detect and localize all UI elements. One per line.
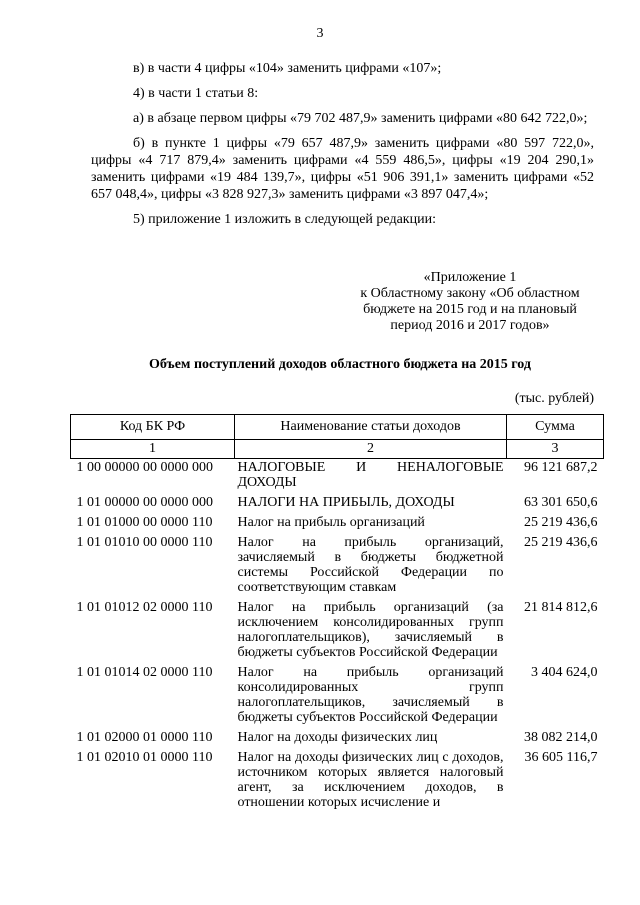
table-row — [71, 729, 604, 749]
paragraph: в) в части 4 цифры «104» заменить цифрами «107»; — [133, 61, 442, 76]
table-row — [71, 664, 604, 729]
row-amount: 21 814 812,6 — [524, 600, 598, 615]
row-name: Налог на прибыль организаций, зачисляемый в бюджеты бюджетной системы Российской Федерации по соответствующим ставкам — [237, 535, 504, 595]
row-code: 1 01 01000 00 0000 110 — [76, 515, 213, 530]
row-amount: 63 301 650,6 — [524, 495, 598, 510]
header-code: Код БК РФ — [71, 415, 235, 440]
amendment-text — [91, 60, 594, 228]
paragraph: 5) приложение 1 изложить в следующей редакции: — [133, 212, 436, 227]
appendix-line: бюджете на 2015 год и на плановый — [363, 302, 577, 317]
table-title: Объем поступлений доходов областного бюджета на 2015 год — [149, 357, 531, 372]
row-name: Налог на доходы физических лиц с доходов, источником которых является налоговый агент, за исключением доходов, в отношении которых исчисление и — [237, 750, 504, 810]
row-code: 1 01 00000 00 0000 000 — [76, 495, 213, 510]
row-name: НАЛОГИ НА ПРИБЫЛЬ, ДОХОДЫ — [237, 495, 455, 510]
table-column-number-row — [71, 440, 604, 459]
appendix-line: «Приложение 1 — [423, 270, 517, 285]
row-amount: 25 219 436,6 — [524, 535, 598, 550]
row-code: 1 00 00000 00 0000 000 — [76, 460, 213, 475]
row-code: 1 01 01014 02 0000 110 — [76, 665, 213, 680]
table-row — [71, 749, 604, 814]
appendix-heading — [340, 270, 600, 334]
row-code: 1 01 02010 01 0000 110 — [76, 750, 213, 765]
table-row — [71, 514, 604, 534]
column-number: 1 — [71, 440, 235, 459]
page-number: 3 — [316, 26, 324, 41]
table-row — [71, 534, 604, 599]
row-amount: 3 404 624,0 — [531, 665, 598, 680]
table-row — [71, 494, 604, 514]
row-name: Налог на доходы физических лиц — [237, 730, 438, 745]
row-name: Налог на прибыль организаций — [237, 515, 425, 530]
paragraph: а) в абзаце первом цифры «79 702 487,9» заменить цифрами «80 642 722,0»; — [133, 111, 588, 126]
revenue-table — [70, 414, 604, 814]
header-name: Наименование статьи доходов — [235, 415, 507, 440]
appendix-line: к Областному закону «Об областном — [360, 286, 580, 301]
row-code: 1 01 02000 01 0000 110 — [76, 730, 213, 745]
row-amount: 96 121 687,2 — [524, 460, 598, 475]
row-name: Налог на прибыль организаций консолидированных групп налогоплательщиков, зачисляемый в бюджеты субъектов Российской Федерации — [237, 665, 504, 725]
column-number: 3 — [507, 440, 604, 459]
row-name: НАЛОГОВЫЕ И НЕНАЛОГОВЫЕ ДОХОДЫ — [237, 460, 504, 490]
row-amount: 36 605 116,7 — [524, 750, 598, 765]
header-amount: Сумма — [507, 415, 604, 440]
row-name: Налог на прибыль организаций (за исключением консолидированных групп налогоплательщиков), зачисляемый в бюджеты субъектов Российской Федерации — [237, 600, 504, 660]
paragraph: 4) в части 1 статьи 8: — [133, 86, 259, 101]
row-amount: 25 219 436,6 — [524, 515, 598, 530]
units-label: (тыс. рублей) — [514, 391, 594, 406]
table-header-row — [71, 415, 604, 440]
column-number: 2 — [235, 440, 507, 459]
table-row — [71, 459, 604, 495]
table-row — [71, 599, 604, 664]
row-code: 1 01 01010 00 0000 110 — [76, 535, 213, 550]
row-amount: 38 082 214,0 — [524, 730, 598, 745]
paragraph: б) в пункте 1 цифры «79 657 487,9» заменить цифрами «80 597 722,0», цифры «4 717 879,4» заменить цифрами «4 559 486,5», цифры «19 204 290,1» заменить цифрами «19 484 139,7», цифры «51 906 391,1» заменить цифрами «52 657 048,4», цифры «3 828 927,3» заменить цифрами «3 897 047,4»; — [91, 136, 594, 202]
row-code: 1 01 01012 02 0000 110 — [76, 600, 213, 615]
appendix-line: период 2016 и 2017 годов» — [390, 318, 550, 333]
